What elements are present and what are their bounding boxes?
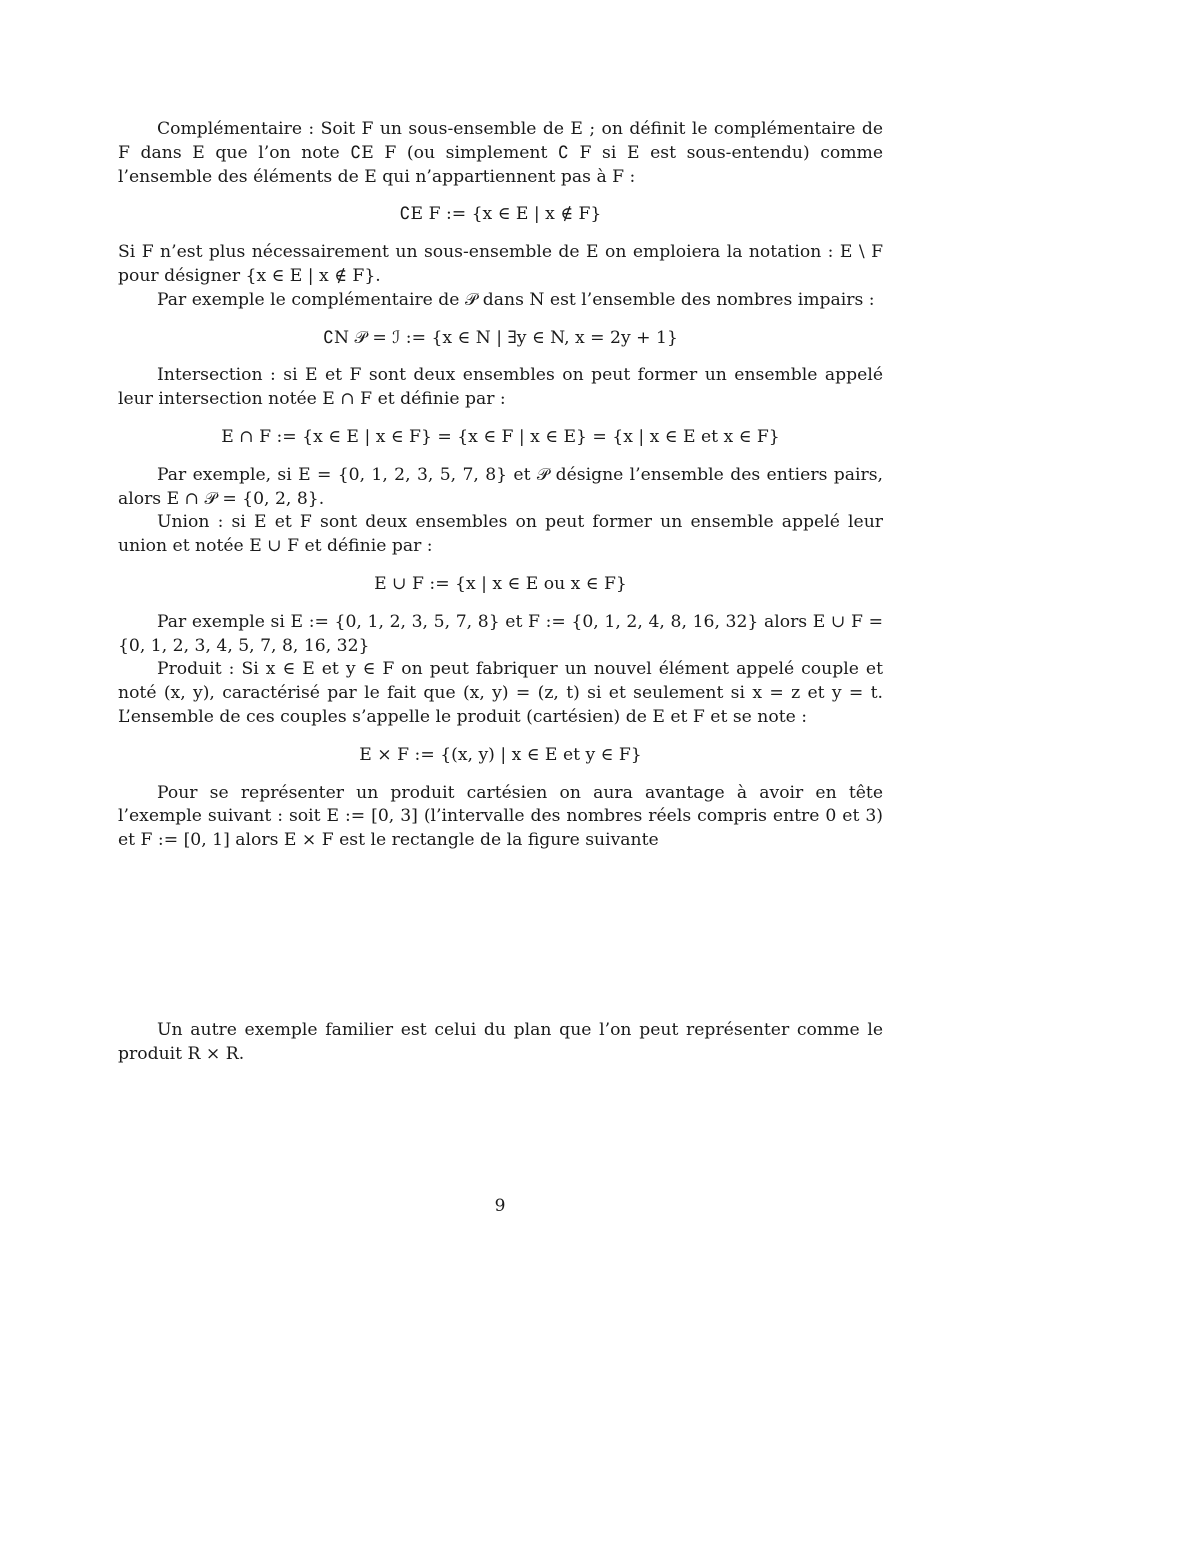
equation-produit: E × F := {(x, y) | x ∈ E et y ∈ F} [359, 744, 642, 765]
figure-space [118, 853, 883, 1019]
paragraph-exemple-union: Par exemple si E := {0, 1, 2, 3, 5, 7, 8} et F := {0, 1, 2, 4, 8, 16, 32} alors E ∪ F = {0, 1, 2, 3, 4, 5, 7, 8, 16, 32} [118, 611, 883, 656]
paragraph-intersection: Intersection : si E et F sont deux ensembles on peut former un ensemble appelé leur intersection notée E ∩ F et définie par : [118, 365, 883, 410]
document-page [118, 118, 883, 1067]
paragraph-complementaire: Complémentaire : Soit F un sous-ensemble de E ; on définit le complémentaire de F dans E que l’on note ∁E F (ou simplement ∁ F si E est sous-entendu) comme l’ensemble des éléments de E qui n’appartiennent pas à F : [118, 119, 883, 187]
equation-impairs: ∁N 𝒫 = ℐ := {x ∈ N | ∃y ∈ N, x = 2y + 1} [323, 327, 678, 348]
paragraph-notation-difference: Si F n’est plus nécessairement un sous-ensemble de E on emploiera la notation : E \ F pour désigner {x ∈ E | x ∉ F}. [118, 242, 883, 286]
paragraph-exemple-intersection: Par exemple, si E = {0, 1, 2, 3, 5, 7, 8} et 𝒫 désigne l’ensemble des entiers pairs, alors E ∩ 𝒫 = {0, 2, 8}. [118, 464, 883, 509]
equation-complementaire: ∁E F := {x ∈ E | x ∉ F} [399, 204, 602, 225]
paragraph-autre-exemple: Un autre exemple familier est celui du plan que l’on peut représenter comme le produit R × R. [118, 1019, 883, 1064]
equation-intersection: E ∩ F := {x ∈ E | x ∈ F} = {x ∈ F | x ∈ E} = {x | x ∈ E et x ∈ F} [221, 426, 780, 447]
paragraph-exemple-complementaire: Par exemple le complémentaire de 𝒫 dans N est l’ensemble des nombres impairs : [157, 289, 875, 310]
page-number: 9 [494, 1196, 506, 1216]
paragraph-produit-cartesien: Pour se représenter un produit cartésien on aura avantage à avoir en tête l’exemple suivant : soit E := [0, 3] (l’intervalle des nombres réels compris entre 0 et 3) et F := [0, 1] alors E × F est le rectangle de la figure suivante [118, 782, 883, 851]
paragraph-union: Union : si E et F sont deux ensembles on peut former un ensemble appelé leur union et notée E ∪ F et définie par : [118, 512, 883, 557]
equation-union: E ∪ F := {x | x ∈ E ou x ∈ F} [374, 573, 627, 594]
paragraph-produit: Produit : Si x ∈ E et y ∈ F on peut fabriquer un nouvel élément appelé couple et noté (x, y), caractérisé par le fait que (x, y) = (z, t) si et seulement si x = z et y = t. L’ensemble de ces couples s’appelle le produit (cartésien) de E et F et se note : [118, 659, 883, 727]
